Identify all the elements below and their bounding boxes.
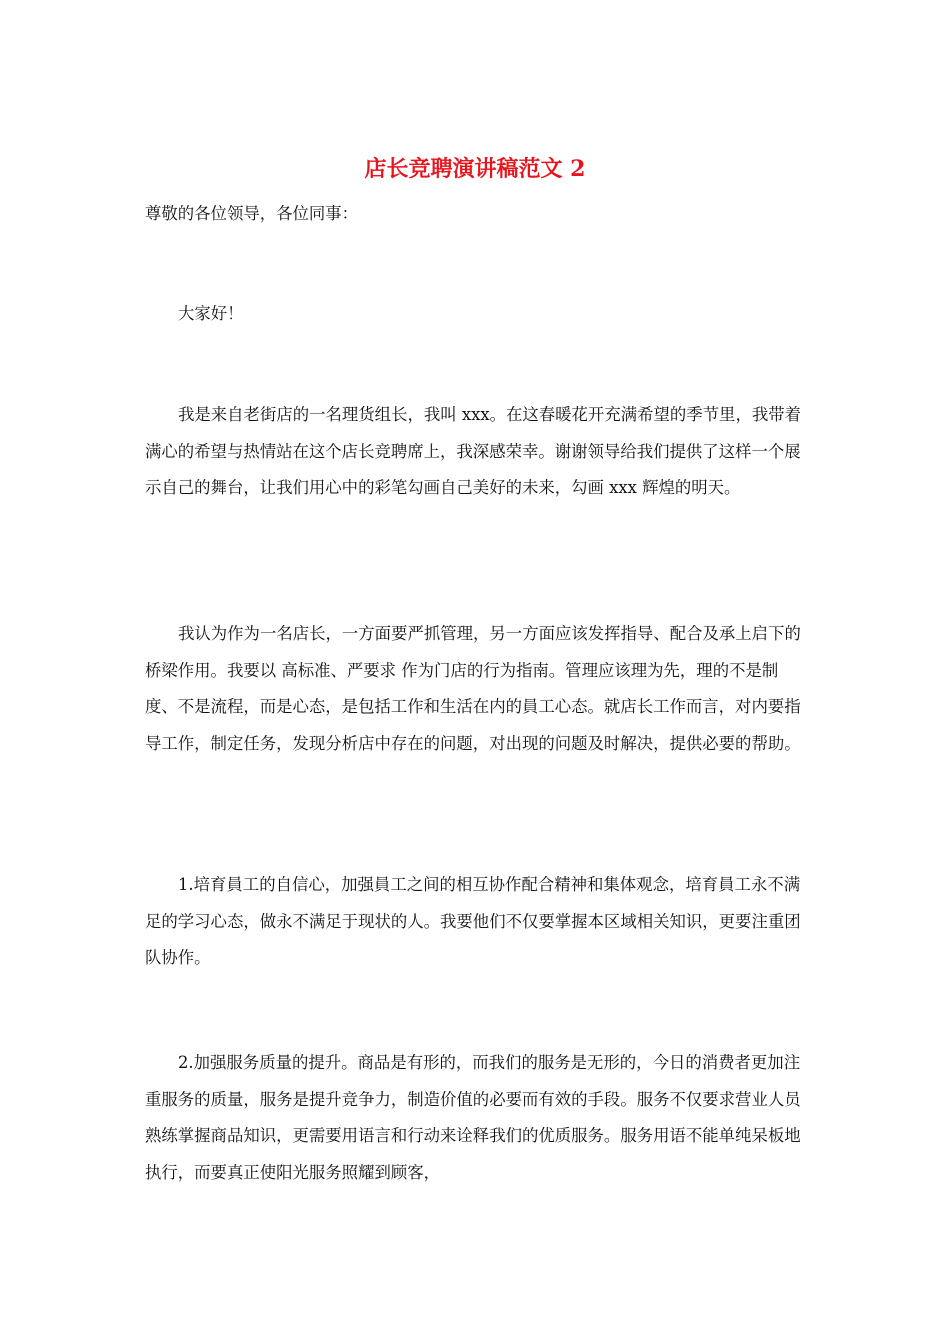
paragraph-point-2: 2.加强服务质量的提升。商品是有形的，而我们的服务是无形的，今日的消费者更加注重服务的质量，服务是提升竞争力，制造价值的必要而有效的手段。服务不仅要求营业人员熟练掌握商品知识，更需要用语言和行动来诠释我们的优质服务。服务用语不能单纯呆板地执行，而要真正使阳光服务照耀到顾客， — [145, 1053, 801, 1182]
greeting: 大家好！ — [178, 304, 244, 323]
paragraph-introduction: 我是来自老街店的一名理货组长，我叫 xxx。在这春暖花开充满希望的季节里，我带着满心的希望与热情站在这个店长竞聘席上，我深感荣幸。谢谢领导给我们提供了这样一个展示自己的舞台，让我们用心中的彩笔勾画自己美好的未来，勾画 xxx 辉煌的明天。 — [145, 405, 802, 497]
paragraph-point-1: 1.培育員工的自信心，加强員工之间的相互协作配合精神和集体观念，培育員工永不满足的学习心态，做永不满足于现状的人。我要他们不仅要掌握本区域相关知识，更要注重团队协作。 — [145, 875, 801, 967]
salutation: 尊敬的各位领导，各位同事： — [145, 204, 359, 223]
paragraph-management-view: 我认为作为一名店长，一方面要严抓管理，另一方面应该发挥指导、配合及承上启下的桥梁作用。我要以 高标准、严要求 作为门店的行为指南。管理应该理为先，理的不是制度、不是流程，而是心态，是包括工作和生活在内的員工心态。就店长工作而言，对内要指导工作，制定任务，发现分析店中存在的问题，对出现的问题及时解决，提供必要的帮助。 — [145, 624, 801, 753]
document-title: 店长竞聘演讲稿范文 2 — [364, 156, 586, 182]
